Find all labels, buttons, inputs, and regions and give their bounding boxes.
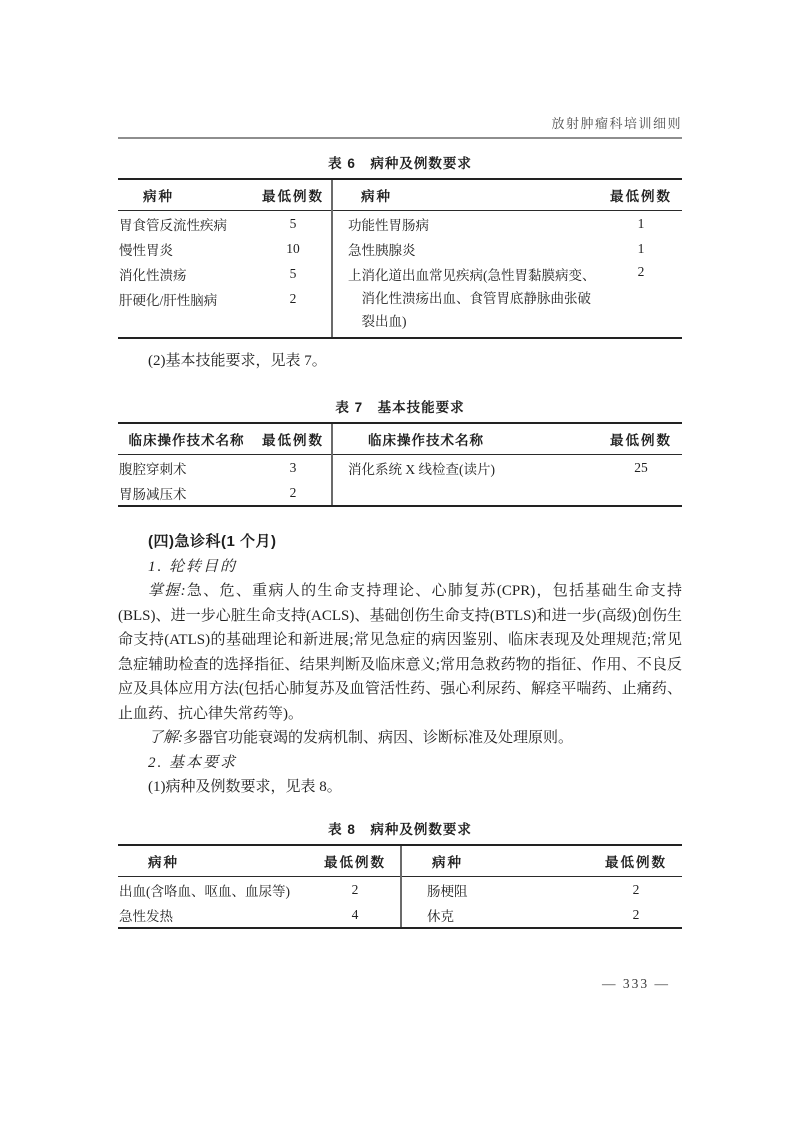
column-header-disease: 病种 — [361, 189, 392, 204]
table-header-row — [118, 180, 331, 211]
table-8-left-half — [118, 846, 400, 927]
disease-name: 慢性胃炎 — [119, 242, 173, 258]
subheading-rotation-purpose: 1. 轮转目的 — [148, 558, 238, 575]
column-header-min-cases: 最低例数 — [605, 855, 667, 870]
skill-name: 消化系统 X 线检查(读片) — [348, 461, 495, 477]
table-row — [333, 211, 682, 236]
table-8-title: 表 8 病种及例数要求 — [328, 822, 472, 837]
table-6-title: 表 6 病种及例数要求 — [328, 156, 472, 171]
table-row — [118, 286, 331, 311]
disease-name: 出血(含咯血、呕血、血尿等) — [119, 883, 290, 899]
table-row — [118, 261, 331, 286]
table-header-row — [333, 180, 682, 211]
column-header-min-cases: 最低例数 — [324, 855, 386, 870]
min-cases-value: 25 — [634, 459, 648, 475]
text-master: 急、危、重病人的生命支持理论、心肺复苏(CPR)，包括基础生命支持(BLS)、进一步心脏生命支持(ACLS)、基础创伤生命支持(BTLS)和进一步(高级)创伤生命支持(ATLS)的基础理论和新进展;常见急症的病因鉴别、临床表现及处理规范;常见急症辅助检查的选择指征、结果判断及临床意义;常用急救药物的指征、作用、不良反应及具体应用方法(包括心肺复苏及血管活性药、强心利尿药、解痉平喘药、止痛药、止血药、抗心律失常药等)。 — [118, 583, 682, 722]
column-header-min-cases: 最低例数 — [262, 189, 324, 204]
table-8 — [118, 821, 682, 929]
text-know: 多器官功能衰竭的发病机制、病因、诊断标准及处理原则。 — [183, 730, 574, 746]
table-row — [118, 211, 331, 236]
table-row — [118, 480, 331, 505]
section-emergency — [118, 530, 682, 800]
table-row — [333, 236, 682, 261]
min-cases-value: 2 — [632, 881, 640, 897]
min-cases-value: 2 — [637, 264, 645, 279]
column-header-skill: 临床操作技术名称 — [128, 433, 245, 448]
min-cases-value: 10 — [286, 240, 300, 256]
disease-name: 急性胰腺炎 — [348, 242, 416, 258]
table-row — [118, 236, 331, 261]
column-header-skill: 临床操作技术名称 — [368, 433, 484, 448]
table-8-grid — [118, 844, 682, 929]
column-header-disease: 病种 — [148, 855, 179, 870]
min-cases-value: 2 — [289, 484, 297, 500]
skill-name: 腹腔穿刺术 — [119, 461, 187, 477]
table-row — [118, 902, 400, 927]
paragraph-know — [118, 726, 682, 751]
section-heading: (四)急诊科(1 个月) — [148, 533, 277, 550]
lead-know: 了解: — [148, 730, 183, 746]
disease-name: 胃食管反流性疾病 — [119, 217, 227, 233]
subheading-basic-requirements: 2. 基本要求 — [148, 754, 238, 771]
skill-name: 胃肠减压术 — [119, 486, 187, 502]
table-6 — [118, 155, 682, 339]
min-cases-value: 1 — [637, 240, 645, 256]
min-cases-value: 2 — [289, 290, 297, 306]
table-7-title: 表 7 基本技能要求 — [335, 400, 465, 415]
column-header-min-cases: 最低例数 — [262, 433, 324, 448]
table-row — [118, 877, 400, 902]
table-header-row — [118, 424, 331, 455]
page-number: — 333 — — [602, 976, 670, 991]
table-header-row — [402, 846, 682, 877]
min-cases-value: 5 — [289, 215, 297, 231]
disease-name: 急性发热 — [119, 908, 173, 924]
table-row — [402, 902, 682, 927]
table-6-right-half — [331, 180, 682, 337]
header-rule — [118, 137, 682, 139]
disease-name: 肠梗阻 — [427, 883, 468, 899]
table-8-right-half — [400, 846, 682, 927]
min-cases-value: 1 — [637, 215, 645, 231]
min-cases-value: 2 — [632, 906, 640, 922]
table-row — [402, 877, 682, 902]
column-header-min-cases: 最低例数 — [610, 189, 672, 204]
table-header-row — [118, 846, 400, 877]
disease-name: 肝硬化/肝性脑病 — [119, 292, 218, 308]
column-header-min-cases: 最低例数 — [610, 433, 672, 448]
table-6-grid — [118, 178, 682, 339]
disease-name: 上消化道出血常见疾病(急性胃黏膜病变、消化性溃疡出血、食管胃底静脉曲张破裂出血) — [348, 268, 596, 329]
min-cases-value: 5 — [289, 265, 297, 281]
lead-master: 掌握: — [148, 583, 186, 599]
min-cases-value: 3 — [289, 459, 297, 475]
column-header-disease: 病种 — [432, 855, 463, 870]
disease-name: 休克 — [427, 908, 454, 924]
running-header: 放射肿瘤科培训细则 — [551, 116, 682, 131]
min-cases-value: 4 — [351, 906, 359, 922]
table-7-left-half — [118, 424, 331, 505]
column-header-disease: 病种 — [143, 189, 174, 204]
paragraph-basic-skills: (2)基本技能要求，见表 7。 — [148, 353, 327, 369]
table-6-left-half — [118, 180, 331, 337]
disease-name: 功能性胃肠病 — [348, 217, 429, 233]
table-row — [333, 261, 682, 337]
table-header-row — [333, 424, 682, 455]
paragraph-disease-requirements: (1)病种及例数要求，见表 8。 — [148, 779, 342, 795]
table-row — [118, 455, 331, 480]
min-cases-value: 2 — [351, 881, 359, 897]
table-7 — [118, 399, 682, 507]
disease-name: 消化性溃疡 — [119, 267, 187, 283]
table-7-right-half — [331, 424, 682, 505]
paragraph-master — [118, 579, 682, 726]
table-row — [333, 455, 682, 480]
table-7-grid — [118, 422, 682, 507]
